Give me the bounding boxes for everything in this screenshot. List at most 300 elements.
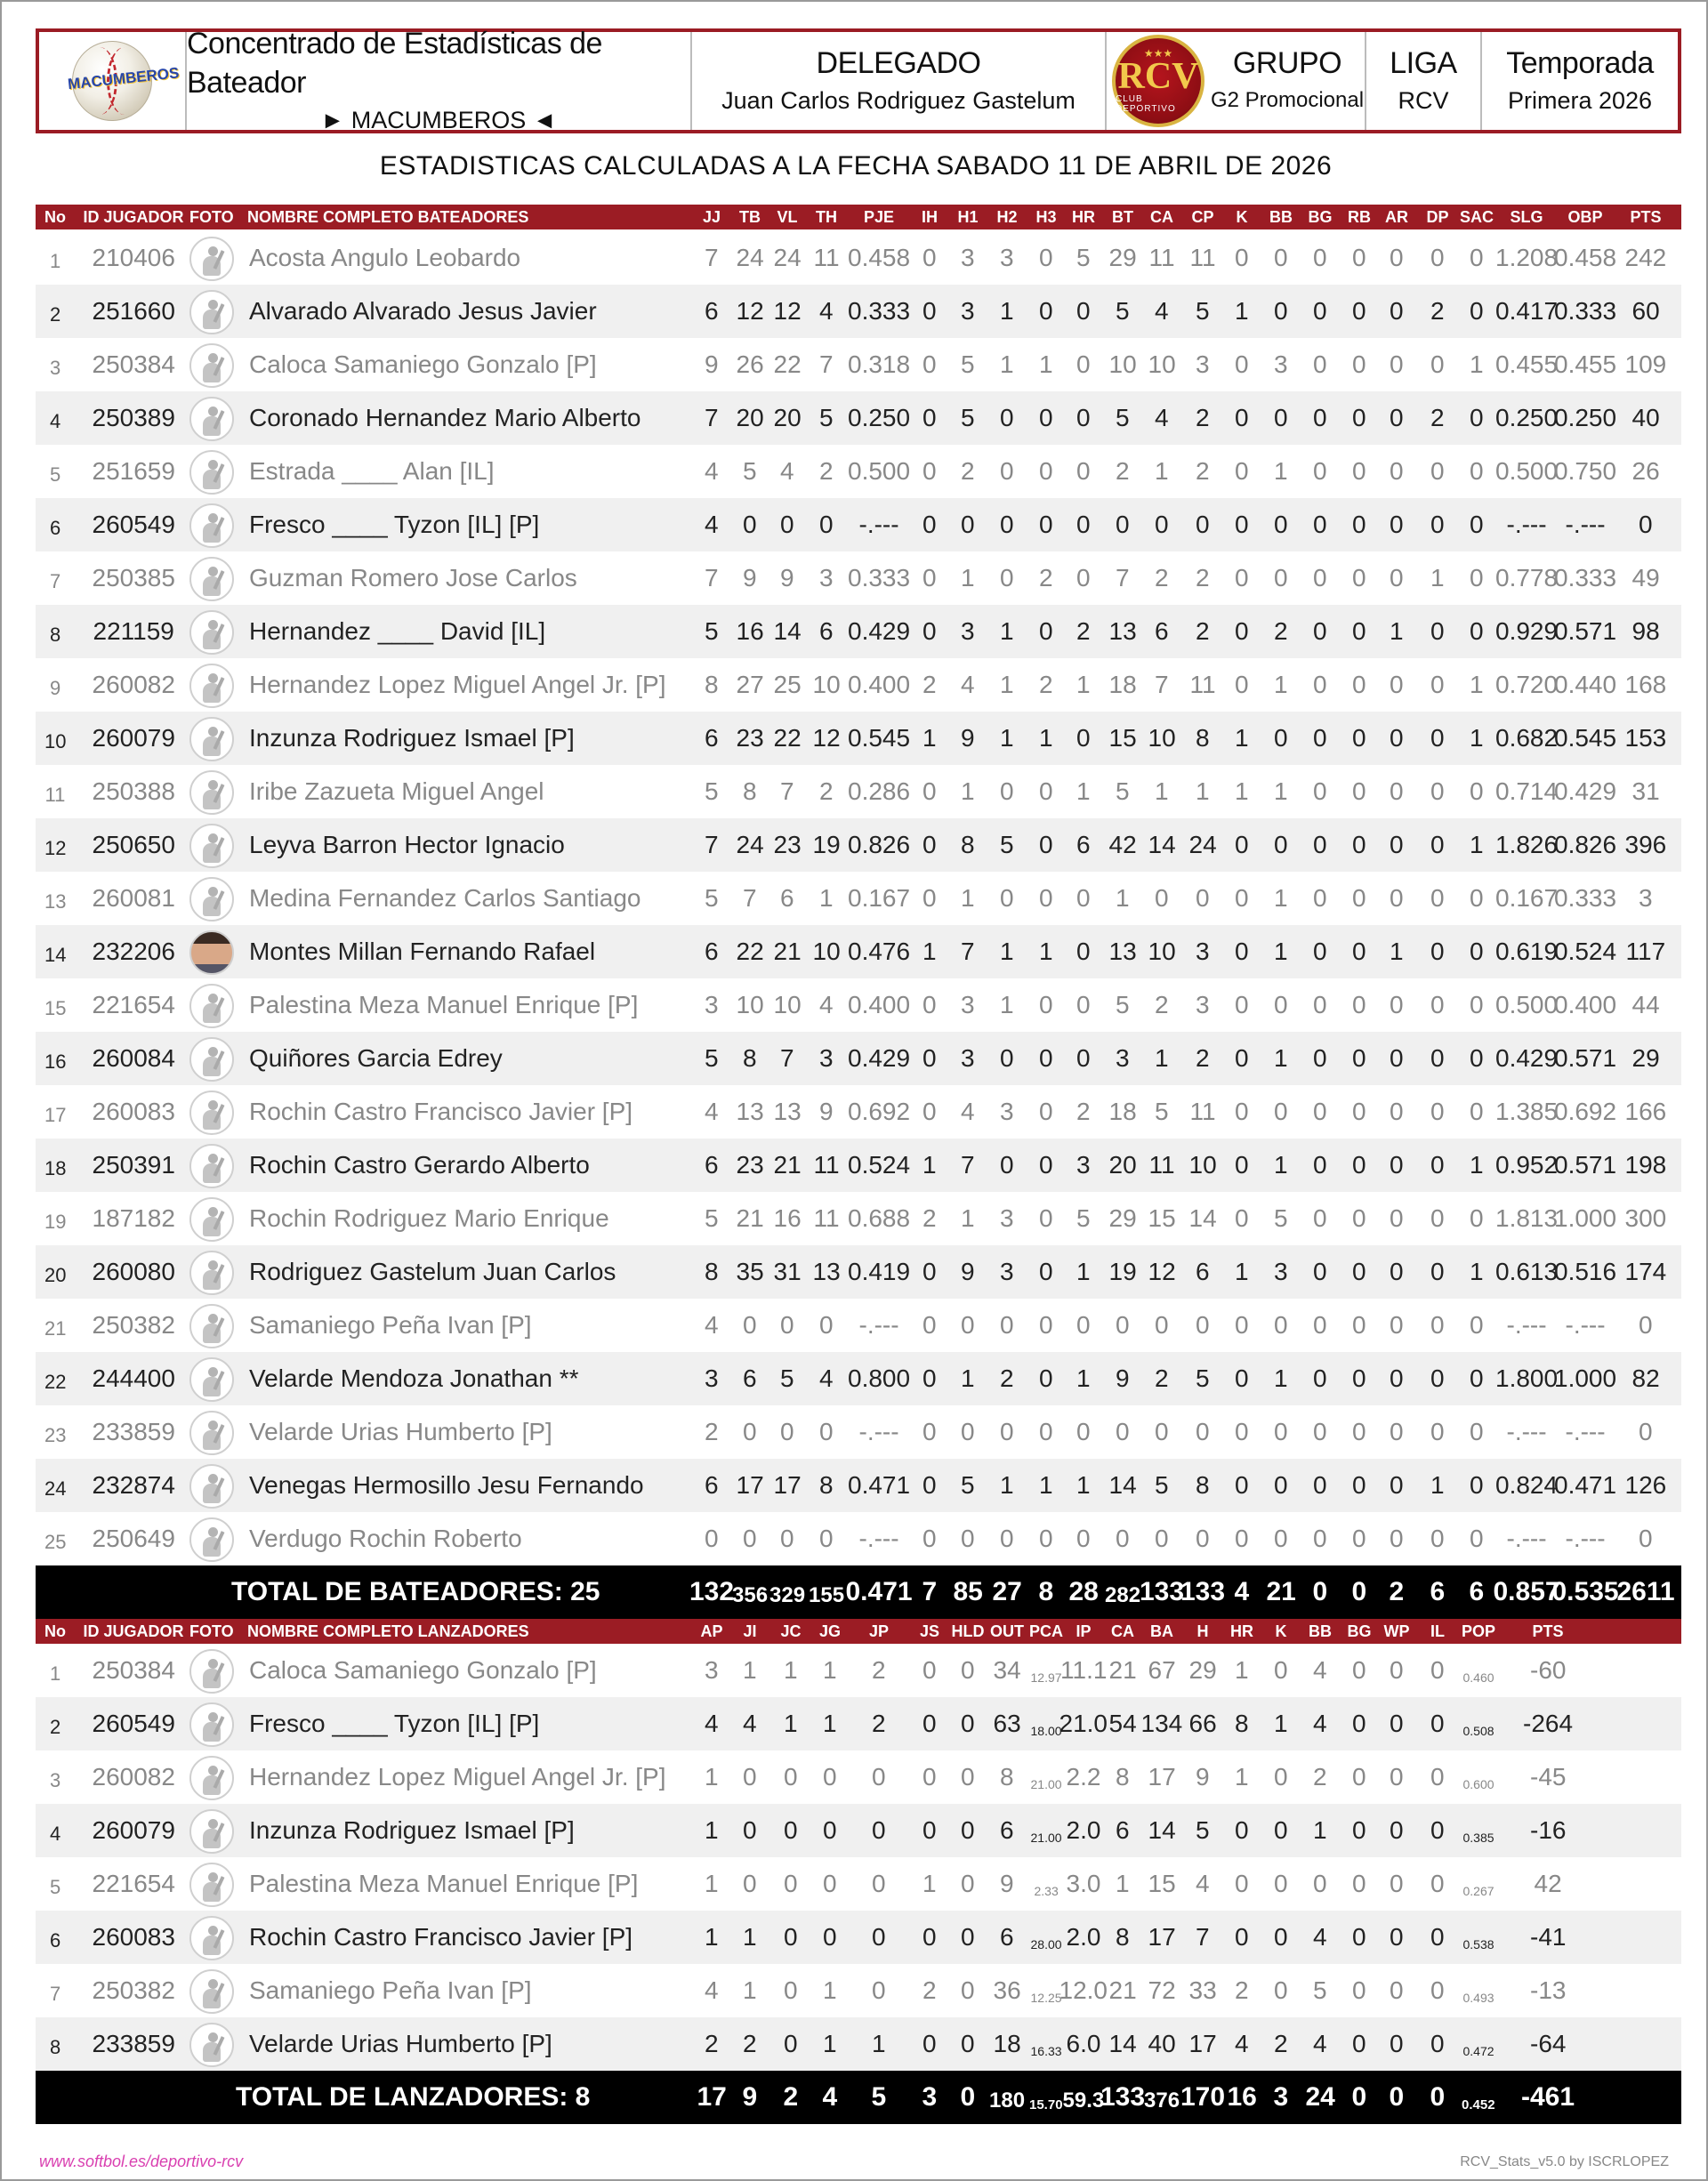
stat-hr: 0 [1076, 1044, 1091, 1072]
stat-vl: 0 [780, 511, 794, 538]
stat-vl: 4 [780, 457, 794, 485]
player-placeholder-icon [189, 1863, 234, 1907]
stat-ba: 15 [1148, 1870, 1176, 1897]
stat-cp: 0 [1196, 511, 1210, 538]
total-wp: 0 [1389, 2082, 1405, 2112]
stat-pje: 0.318 [848, 350, 911, 378]
stat-bb: 0 [1274, 724, 1288, 752]
stat-h1: 1 [961, 564, 975, 592]
stat-pts: 174 [1624, 1258, 1667, 1285]
stat-pts: 3 [1639, 884, 1653, 912]
player-id: 251659 [92, 457, 175, 485]
stat-vl: 0 [780, 1525, 794, 1552]
stat-obp: 0.333 [1554, 884, 1617, 912]
stat-ih: 0 [922, 1258, 937, 1285]
stat-dp: 0 [1430, 244, 1445, 271]
stat-bg: 0 [1313, 1204, 1327, 1232]
player-id: 260079 [92, 724, 175, 752]
player-id: 221654 [92, 1870, 175, 1897]
stat-pop: 0.472 [1462, 2044, 1494, 2058]
stat-h3: 0 [1039, 244, 1053, 271]
stat-pts: 82 [1631, 1364, 1660, 1392]
stat-cp: 3 [1196, 350, 1210, 378]
player-name: Palestina Meza Manuel Enrique [P] [249, 991, 639, 1018]
player-name: Caloca Samaniego Gonzalo [P] [249, 350, 597, 378]
stat-bg: 0 [1313, 831, 1327, 858]
stat-sac: 0 [1470, 1525, 1484, 1552]
row-number: 22 [44, 1371, 67, 1393]
total-h1: 85 [953, 1577, 983, 1606]
stat-obp: 0.516 [1554, 1258, 1617, 1285]
stat-ca: 0 [1155, 1418, 1169, 1445]
row-number: 2 [50, 1716, 61, 1738]
player-id: 250389 [92, 404, 175, 431]
stat-out: 36 [993, 1976, 1021, 2004]
player-name: Quiñores Garcia Edrey [249, 1044, 503, 1072]
player-id: 250385 [92, 564, 175, 592]
stat-dp: 1 [1430, 564, 1445, 592]
player-placeholder-icon [189, 2023, 234, 2067]
stat-ih: 0 [922, 1311, 937, 1339]
total-k: 4 [1234, 1577, 1250, 1606]
stat-sac: 0 [1470, 1044, 1484, 1072]
stat-cp: 5 [1196, 1364, 1210, 1392]
batting-row [36, 1192, 1681, 1245]
stat-tb: 8 [743, 1044, 757, 1072]
stat-k: 1 [1235, 1258, 1249, 1285]
stat-h1: 5 [961, 404, 975, 431]
stat-k: 0 [1235, 457, 1249, 485]
stat-bg: 0 [1313, 777, 1327, 805]
stat-ar: 0 [1390, 1525, 1404, 1552]
stat-h2: 1 [1000, 350, 1014, 378]
stat-jj: 6 [705, 724, 719, 752]
stat-pje: 0.692 [848, 1098, 911, 1125]
stat-bg: 0 [1313, 350, 1327, 378]
row-number: 18 [44, 1157, 67, 1179]
stat-obp: 0.826 [1554, 831, 1617, 858]
row-number: 6 [50, 517, 61, 539]
stat-hr: 0 [1076, 884, 1091, 912]
stat-th: 0 [819, 1525, 834, 1552]
stat-bb: 0 [1274, 1418, 1288, 1445]
stat-cp: 0 [1196, 884, 1210, 912]
stat-jj: 5 [705, 617, 719, 645]
stat-hr: 0 [1076, 1418, 1091, 1445]
stat-ba: 17 [1148, 1923, 1176, 1951]
stat-rb: 0 [1352, 1044, 1366, 1072]
player-name: Samaniego Peña Ivan [P] [249, 1311, 532, 1339]
stat-ca: 15 [1148, 1204, 1176, 1232]
stat-h2: 3 [1000, 1258, 1014, 1285]
stat-rb: 0 [1352, 617, 1366, 645]
stat-h1: 1 [961, 1364, 975, 1392]
batting-row [36, 1352, 1681, 1405]
col-header-ca: CA [1150, 208, 1173, 226]
stat-hld: 0 [961, 1710, 975, 1737]
stat-h1: 2 [961, 457, 975, 485]
stat-ip: 21.0 [1059, 1710, 1108, 1737]
stat-jc: 0 [784, 1763, 798, 1791]
stat-tb: 6 [743, 1364, 757, 1392]
stat-rb: 0 [1352, 1311, 1366, 1339]
stat-ca: 11 [1148, 244, 1175, 271]
col-header-bg: BG [1347, 1622, 1372, 1640]
row-number: 3 [50, 357, 61, 379]
stat-obp: -.--- [1565, 1311, 1606, 1339]
stat-pca: 16.33 [1030, 2044, 1062, 2058]
stat-h3: 0 [1039, 884, 1053, 912]
batting-row [36, 1512, 1681, 1565]
footer-link[interactable]: www.softbol.es/deportivo-rcv [39, 2153, 244, 2170]
stat-bb: 0 [1274, 831, 1288, 858]
stat-rb: 0 [1352, 1258, 1366, 1285]
stat-sac: 1 [1470, 350, 1484, 378]
stat-ih: 0 [922, 831, 937, 858]
total-jj: 132 [689, 1577, 735, 1606]
stat-pts: -264 [1523, 1710, 1574, 1737]
player-name: Palestina Meza Manuel Enrique [P] [249, 1870, 639, 1897]
stat-tb: 0 [743, 1525, 757, 1552]
stat-bt: 42 [1108, 831, 1137, 858]
stat-pop: 0.267 [1462, 1884, 1494, 1898]
stat-bb: 4 [1313, 1710, 1327, 1737]
stat-h1: 4 [961, 1098, 975, 1125]
stat-bt: 29 [1108, 244, 1137, 271]
stat-h2: 1 [1000, 1471, 1014, 1499]
stat-vl: 14 [773, 617, 802, 645]
stat-rb: 0 [1352, 244, 1366, 271]
stat-bt: 0 [1116, 511, 1130, 538]
player-placeholder-icon [189, 1037, 234, 1082]
stat-ih: 0 [922, 511, 937, 538]
stat-vl: 20 [773, 404, 802, 431]
stat-hr: 0 [1076, 297, 1091, 325]
stat-wp: 0 [1390, 1923, 1404, 1951]
col-header-h1: H1 [957, 208, 979, 226]
player-placeholder-icon [189, 1144, 234, 1188]
stat-pts: 0 [1639, 1418, 1653, 1445]
row-number: 25 [44, 1531, 67, 1553]
stat-hr: 1 [1076, 671, 1091, 698]
stat-k: 0 [1235, 938, 1249, 965]
total-hld: 0 [960, 2082, 976, 2112]
stat-dp: 0 [1430, 938, 1445, 965]
stat-slg: 0.455 [1495, 350, 1559, 378]
batting-row [36, 498, 1681, 551]
stat-ar: 1 [1390, 617, 1404, 645]
grupo-value: G2 Promocional [1210, 88, 1365, 112]
stat-sac: 0 [1470, 777, 1484, 805]
total-ca: 133 [1140, 1577, 1185, 1606]
row-number: 1 [50, 1662, 61, 1685]
stat-bb: 0 [1274, 404, 1288, 431]
stat-ap: 2 [705, 2030, 719, 2057]
batting-row [36, 1085, 1681, 1139]
stat-ji: 2 [743, 2030, 757, 2057]
stat-ip: 2.2 [1066, 1763, 1101, 1791]
stat-k: 0 [1235, 1151, 1249, 1179]
stat-bg: 0 [1313, 1258, 1327, 1285]
stat-il: 0 [1430, 1870, 1445, 1897]
player-id: 260083 [92, 1098, 175, 1125]
total-slg: 0.857 [1493, 1577, 1560, 1606]
total-pop: 0.452 [1462, 2097, 1495, 2113]
player-name: Samaniego Peña Ivan [P] [249, 1976, 532, 2004]
stat-js: 0 [922, 1656, 937, 1684]
stat-dp: 0 [1430, 350, 1445, 378]
stat-ca: 14 [1148, 831, 1176, 858]
stat-hr: 0 [1076, 938, 1091, 965]
stat-pts: -60 [1530, 1656, 1567, 1684]
stat-pje: 0.471 [848, 1471, 911, 1499]
player-name: Hernandez ____ David [IL] [249, 617, 546, 645]
stat-il: 0 [1430, 1763, 1445, 1791]
player-id: 260082 [92, 1763, 175, 1791]
total-h2: 27 [992, 1577, 1022, 1606]
player-placeholder-icon [189, 1357, 234, 1402]
stat-ji: 1 [743, 1656, 757, 1684]
stat-hr: 0 [1076, 404, 1091, 431]
stat-vl: 23 [773, 831, 802, 858]
stat-h: 17 [1188, 2030, 1217, 2057]
stat-bt: 13 [1108, 617, 1137, 645]
player-placeholder-icon [189, 1916, 234, 1960]
stat-js: 1 [922, 1870, 937, 1897]
stat-out: 9 [1000, 1870, 1014, 1897]
stat-k: 0 [1235, 564, 1249, 592]
stat-pje: 0.400 [848, 671, 911, 698]
stat-jj: 6 [705, 938, 719, 965]
stat-ar: 0 [1390, 1204, 1404, 1232]
stat-k: 0 [1235, 1098, 1249, 1125]
stat-slg: 0.952 [1495, 1151, 1559, 1179]
stat-out: 6 [1000, 1923, 1014, 1951]
stat-dp: 0 [1430, 1258, 1445, 1285]
stat-th: 11 [813, 1151, 840, 1179]
player-placeholder-icon [189, 824, 234, 868]
stat-tb: 21 [736, 1204, 764, 1232]
stat-h3: 0 [1039, 511, 1053, 538]
stat-bt: 0 [1116, 1311, 1130, 1339]
stat-k: 0 [1235, 671, 1249, 698]
stat-bt: 2 [1116, 457, 1130, 485]
col-header-bb: BB [1309, 1622, 1332, 1640]
row-number: 20 [44, 1264, 67, 1286]
stat-ca: 10 [1148, 350, 1176, 378]
stat-bt: 19 [1108, 1258, 1137, 1285]
player-name: Fresco ____ Tyzon [IL] [P] [249, 1710, 540, 1737]
total-il: 0 [1430, 2082, 1446, 2112]
stat-k: 0 [1235, 831, 1249, 858]
stat-bb: 1 [1274, 1044, 1288, 1072]
stat-sac: 0 [1470, 1204, 1484, 1232]
stat-h3: 0 [1039, 831, 1053, 858]
stat-ca: 54 [1108, 1710, 1137, 1737]
stat-dp: 0 [1430, 1044, 1445, 1072]
stat-pca: 21.00 [1030, 1777, 1062, 1791]
player-placeholder-icon [189, 770, 234, 815]
col-header-foto: FOTO [189, 208, 234, 226]
stat-pts: 49 [1631, 564, 1660, 592]
stat-vl: 21 [773, 938, 802, 965]
stat-h1: 3 [961, 297, 975, 325]
stat-ar: 0 [1390, 1364, 1404, 1392]
batting-row [36, 818, 1681, 872]
stat-k: 0 [1274, 1923, 1288, 1951]
stat-cp: 11 [1189, 671, 1216, 698]
stat-js: 0 [922, 2030, 937, 2057]
stat-pje: 0.167 [848, 884, 911, 912]
stat-ih: 0 [922, 404, 937, 431]
stat-ji: 4 [743, 1710, 757, 1737]
stat-bg: 0 [1352, 1763, 1366, 1791]
stat-hld: 0 [961, 1763, 975, 1791]
total-pca: 15.70 [1029, 2097, 1063, 2113]
stat-pts: 109 [1624, 350, 1667, 378]
stat-cp: 24 [1188, 831, 1217, 858]
stat-ca: 10 [1148, 724, 1176, 752]
col-header-ar: AR [1385, 208, 1408, 226]
row-number: 21 [44, 1317, 67, 1340]
stat-out: 6 [1000, 1816, 1014, 1844]
sheet-title: Concentrado de Estadísticas de Bateador [187, 27, 602, 100]
stat-dp: 1 [1430, 1471, 1445, 1499]
col-header-vl: VL [777, 208, 798, 226]
stat-js: 0 [922, 1923, 937, 1951]
stat-pts: 31 [1631, 777, 1660, 805]
batting-row [36, 658, 1681, 712]
stat-sac: 1 [1470, 831, 1484, 858]
player-id: 250382 [92, 1976, 175, 2004]
stat-pts: -64 [1530, 2030, 1567, 2057]
stat-tb: 23 [736, 1151, 764, 1179]
stat-bg: 0 [1313, 991, 1327, 1018]
pitching-row [36, 1750, 1681, 1804]
col-header-hld: HLD [951, 1622, 985, 1640]
total-bb: 21 [1266, 1577, 1296, 1606]
stat-pje: -.--- [858, 511, 899, 538]
total-pje: 0.471 [845, 1577, 913, 1606]
stat-pts: 40 [1631, 404, 1660, 431]
stat-hr: 0 [1235, 1816, 1249, 1844]
stat-cp: 8 [1196, 1471, 1210, 1499]
stat-ar: 0 [1390, 991, 1404, 1018]
team-name: ► MACUMBEROS ◄ [320, 107, 557, 133]
stat-ih: 0 [922, 1098, 937, 1125]
stat-dp: 0 [1430, 457, 1445, 485]
col-header-pop: POP [1462, 1622, 1496, 1640]
stat-h: 9 [1196, 1763, 1210, 1791]
stat-sac: 0 [1470, 511, 1484, 538]
stat-k: 1 [1274, 1710, 1288, 1737]
player-name: Acosta Angulo Leobardo [249, 244, 521, 271]
stat-cp: 2 [1196, 404, 1210, 431]
stat-wp: 0 [1390, 1710, 1404, 1737]
stat-k: 0 [1235, 511, 1249, 538]
stat-bb: 0 [1274, 1471, 1288, 1499]
stat-ap: 1 [705, 1816, 719, 1844]
stat-h1: 5 [961, 350, 975, 378]
stat-h2: 0 [1000, 777, 1014, 805]
stat-ca: 12 [1148, 1258, 1176, 1285]
stat-bt: 5 [1116, 777, 1130, 805]
stat-h3: 0 [1039, 1044, 1053, 1072]
stat-rb: 0 [1352, 350, 1366, 378]
stat-pje: -.--- [858, 1525, 899, 1552]
stat-vl: 31 [773, 1258, 802, 1285]
title-cell [187, 27, 692, 133]
stat-wp: 0 [1390, 1816, 1404, 1844]
col-header-ih: IH [922, 208, 938, 226]
stat-jj: 4 [705, 457, 719, 485]
total-ih: 7 [922, 1577, 938, 1606]
stat-cp: 2 [1196, 617, 1210, 645]
player-id: 250650 [92, 831, 175, 858]
total-jc: 2 [783, 2082, 799, 2112]
total-out: 180 [989, 2088, 1026, 2113]
stat-obp: -.--- [1565, 1525, 1606, 1552]
stat-th: 13 [812, 1258, 841, 1285]
pitching-total-label: TOTAL DE LANZADORES: 8 [236, 2082, 591, 2112]
stat-obp: 1.000 [1554, 1204, 1617, 1232]
row-number: 19 [44, 1211, 67, 1233]
stat-ca: 7 [1155, 671, 1169, 698]
stat-sac: 0 [1470, 457, 1484, 485]
stat-bg: 0 [1352, 2030, 1366, 2057]
stat-h1: 9 [961, 724, 975, 752]
stat-slg: 0.682 [1495, 724, 1559, 752]
stat-bt: 0 [1116, 1418, 1130, 1445]
stat-tb: 13 [736, 1098, 764, 1125]
stat-dp: 0 [1430, 777, 1445, 805]
stat-bg: 0 [1313, 1525, 1327, 1552]
stat-rb: 0 [1352, 1364, 1366, 1392]
stat-k: 0 [1235, 991, 1249, 1018]
stat-vl: 7 [780, 777, 794, 805]
stat-h2: 1 [1000, 297, 1014, 325]
col-header-pts: PTS [1532, 1622, 1564, 1640]
stat-ih: 0 [922, 457, 937, 485]
stat-ar: 0 [1390, 564, 1404, 592]
stat-jg: 0 [823, 1816, 837, 1844]
stat-tb: 35 [736, 1258, 764, 1285]
stat-ji: 1 [743, 1976, 757, 2004]
stat-h2: 1 [1000, 724, 1014, 752]
stat-k: 0 [1235, 1418, 1249, 1445]
stat-k: 0 [1274, 1816, 1288, 1844]
col-header-h3: H3 [1035, 208, 1057, 226]
stat-ih: 0 [922, 1471, 937, 1499]
stat-ca: 6 [1116, 1816, 1130, 1844]
stat-jj: 5 [705, 777, 719, 805]
stat-ba: 134 [1140, 1710, 1183, 1737]
stat-pca: 2.33 [1034, 1884, 1059, 1898]
stat-ap: 1 [705, 1870, 719, 1897]
player-name: Inzunza Rodriguez Ismael [P] [249, 1816, 575, 1844]
stat-th: 7 [819, 350, 834, 378]
total-dp: 6 [1430, 1577, 1446, 1606]
stat-pje: 0.429 [848, 1044, 911, 1072]
col-header-nombre-completo-lanzadores: NOMBRE COMPLETO LANZADORES [247, 1622, 529, 1640]
stat-bt: 18 [1108, 1098, 1137, 1125]
stat-bt: 15 [1108, 724, 1137, 752]
stat-slg: 0.613 [1495, 1258, 1559, 1285]
stat-dp: 0 [1430, 1098, 1445, 1125]
stat-obp: 0.250 [1554, 404, 1617, 431]
player-placeholder-icon [189, 1090, 234, 1135]
stat-bg: 0 [1313, 1364, 1327, 1392]
